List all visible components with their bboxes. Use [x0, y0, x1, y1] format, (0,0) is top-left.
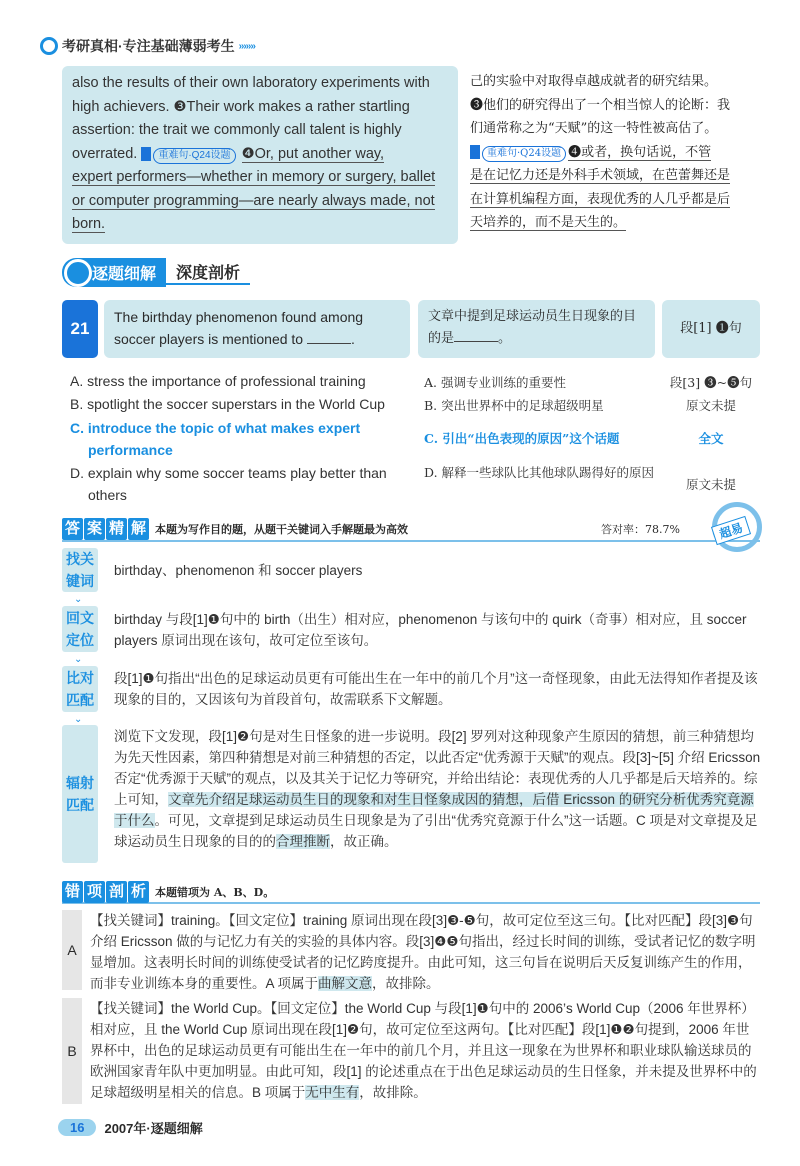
answer-tag: [62, 518, 149, 540]
key-sentence-tag: 重难句·Q24设题: [153, 148, 235, 164]
page-footer: [58, 1118, 203, 1137]
option-c-en-correct: C. introduce the topic of what makes expert performance: [70, 420, 361, 458]
underlined-text: or computer programming—are nearly always made, not: [72, 192, 435, 209]
option-a-loc: 段[3] ❸~❺句: [669, 375, 753, 390]
text: ，故排除。: [359, 1085, 427, 1100]
option-c-loc: 全文: [698, 431, 724, 446]
blank: [454, 341, 498, 342]
option-b-loc: 原文未提: [685, 398, 736, 413]
passage-line: also the results of their own laboratory experiments with: [72, 75, 430, 91]
option-d-en: D. explain why some soccer teams play better than others: [70, 465, 387, 503]
step-label: 辐射匹配: [62, 725, 98, 863]
question-text: The birthday phenomenon found among soccer players is mentioned to: [114, 309, 364, 347]
step-text: [114, 726, 762, 852]
underlined-text: expert performers—whether in memory or surgery, ballet: [72, 169, 436, 185]
option-b-en: B. spotlight the soccer superstars in the World Cup: [70, 396, 385, 412]
tag-char: 解: [128, 518, 149, 540]
wrong-options-bar: [62, 882, 760, 904]
step-text: 段[1]❶句指出“出色的足球运动员更有可能出生在一年中的前几个月”这一奇怪现象，由此无法得知作者提及该现象的目的，又因该句为首段首句，故需联系下文解题。: [114, 671, 758, 707]
tag-char: 精: [106, 518, 127, 540]
text: ，故排除。: [372, 976, 440, 991]
passage-english: [62, 66, 458, 244]
translation-line: 己的实验中对取得卓越成就者的研究结果。: [470, 74, 718, 89]
option-c-cn: C. 引出“出色表现的原因”这个话题: [424, 431, 620, 446]
footer-title: 2007年·逐题细解: [104, 1121, 203, 1136]
highlight: 合理推断: [276, 834, 330, 849]
highlight: 文章先介绍足球运动员生日的现象和对生日怪象成因的猜想，后借 Ericsson 的研究分析优秀究竟源于什么: [114, 792, 754, 828]
option-a-cn: A. 强调专业训练的重要性: [424, 375, 566, 390]
q-logo-icon: [40, 37, 58, 55]
answer-analysis-bar: [62, 518, 760, 542]
section-title: 逐题细解: [62, 258, 166, 287]
wrong-analysis-b: [90, 998, 762, 1103]
step-label: 找关键词: [62, 548, 98, 592]
tag-char: 项: [84, 881, 105, 903]
text: ，故正确。: [330, 834, 398, 849]
punct: 。: [498, 331, 512, 346]
chevron-down-icon: ⌄: [74, 714, 83, 725]
step-text: birthday 与段[1]❶句中的 birth（出生）相对应，phenomenon 与该句中的 quirk（奇事）相对应，且 soccer players 原词出现在该句，故可定位至该句。: [114, 612, 747, 648]
tag-char: 析: [128, 881, 149, 903]
underlined-text: 是在记忆力还是外科手术领域，在芭蕾舞还是: [470, 168, 731, 183]
question-stem-cn: [418, 300, 655, 358]
page-number: 16: [58, 1119, 96, 1136]
translation-line: [470, 211, 762, 235]
highlight: 曲解文意: [318, 976, 373, 991]
underlined-text: ❹Or, put another way,: [241, 145, 385, 162]
highlight: 无中生有: [305, 1085, 360, 1100]
chevron-down-icon: ⌄: [74, 654, 83, 665]
step-text: birthday、phenomenon 和 soccer players: [114, 563, 363, 578]
passage-line: high achievers. ❸Their work makes a rather startling: [72, 98, 410, 115]
passage-line: [72, 213, 448, 237]
option-b-cn: B. 突出世界杯中的足球超级明星: [424, 398, 604, 413]
difficulty-badge: [712, 502, 762, 552]
underlined-text: ❹或者，换句话说，不管: [568, 144, 712, 160]
flag-icon: [141, 147, 151, 161]
wrong-analysis-a: [90, 910, 762, 994]
tag-char: 答: [62, 518, 83, 540]
tag-char: 案: [84, 518, 105, 540]
chevron-down-icon: ⌄: [74, 594, 83, 605]
wrong-tag: [62, 881, 149, 903]
option-letter: A: [62, 910, 82, 990]
question-stem-en: [104, 300, 410, 358]
key-sentence-tag: 重难句·Q24设题: [482, 146, 566, 162]
header-title: 考研真相·专注基础薄弱考生: [62, 38, 235, 54]
text: 。可见，文章提到足球运动员生日现象是为了引出“优秀究竟源于什么”这一话题。C 项是对文章提及足球运动员生日现象的目的的: [114, 813, 758, 849]
translation-line: 们通常称之为“天赋”的这一特性被高估了。: [470, 121, 718, 136]
underlined-text: 天培养的，而不是天生的。: [470, 215, 627, 230]
underlined-text: born.: [72, 216, 106, 232]
question-location: 段[1] ❶句: [662, 300, 760, 358]
flag-icon: [470, 145, 480, 159]
option-d-loc: 原文未提: [685, 477, 736, 492]
answer-note: 本题为写作目的题，从题干关键词入手解题最为高效: [155, 523, 408, 536]
passage-translation: [470, 70, 762, 235]
difficulty-label: 超易: [711, 516, 751, 545]
translation-line: [470, 188, 762, 212]
option-d-cn: D. 解释一些球队比其他球队踢得好的原因: [424, 465, 655, 480]
option-a-en: A. stress the importance of professional training: [70, 373, 366, 389]
passage-line: [72, 166, 448, 190]
tag-char: 错: [62, 881, 83, 903]
passage-text: overrated.: [72, 145, 138, 162]
question-number: 21: [62, 300, 98, 358]
tag-char: 剖: [106, 881, 127, 903]
passage-line: [72, 143, 448, 167]
punct: .: [350, 331, 355, 347]
translation-line: ❸他们的研究得出了一个相当惊人的论断：我: [470, 97, 731, 113]
wrong-note: 本题错项为 A、B、D。: [155, 886, 275, 899]
underlined-text: 在计算机编程方面，表现优秀的人几乎都是后: [470, 191, 731, 207]
section-subtitle: 深度剖析: [166, 260, 250, 285]
correct-rate: 答对率：78.7%: [601, 523, 680, 536]
text: 【找关键词】the World Cup。【回文定位】the World Cup 与段[1]❶句中的 2006’s World Cup（2006 年世界杯）相对应，且 the World Cup 原词出现在段[1]❷句，故可定位至这两句。【比对匹配】段[1]❶❷句提到，2006 年世界杯中，出色的足球运动员更有可能出生在一年中的前几个月，并且这一现象在为世界杯和职业球队输送球员的欧洲国家青年队中更加明显。由此可知，段[1] 的论述重点在于出色足球运动员的生日怪象，并未提及世界杯中的足球超级明星相关的信息。B 项属于: [90, 1001, 757, 1100]
step-label: 比对匹配: [62, 666, 98, 712]
passage-line: [72, 190, 448, 214]
section-heading: [62, 258, 250, 287]
arrows-icon: ›››››››: [238, 40, 255, 52]
step-label: 回文定位: [62, 606, 98, 652]
passage-line: assertion: the trait we commonly call talent is highly: [72, 122, 402, 138]
option-letter: B: [62, 998, 82, 1104]
text: 【找关键词】training。【回文定位】training 原词出现在段[3]❸-❺句，故可定位至这三句。【比对匹配】段[3]❸句介绍 Ericsson 做的与记忆力有关的实验的具体内容。段[3]❹❺句指出，经过长时间的训练，受试者记忆的数字明显增加。这表明长时间的训练使受试者的记忆跨度提升。由此可知，这三句旨在说明后天反复训练产生的作用，而非专业训练本身的重要性。A 项属于: [90, 913, 756, 991]
running-header: [40, 36, 255, 56]
question-text: 文章中提到足球运动员生日现象的目的是: [428, 309, 637, 346]
text: 浏览下文发现，段[1]❷句是对生日怪象的进一步说明。段[2] 罗列对这种现象产生原因的猜想，前三种猜想均为先天性因素，第四种猜想是对前三种猜想的否定，以此否定“优秀源于天赋”的观点。段[3]~[5] 介绍 Ericsson 否定“优秀源于天赋”的观点，以及其关于记忆力等研究，并给出结论：表现优秀的人几乎都是后天培养的。综上可知，: [114, 729, 761, 807]
translation-line: [470, 164, 762, 188]
blank: [307, 343, 351, 344]
translation-line: [470, 141, 762, 165]
